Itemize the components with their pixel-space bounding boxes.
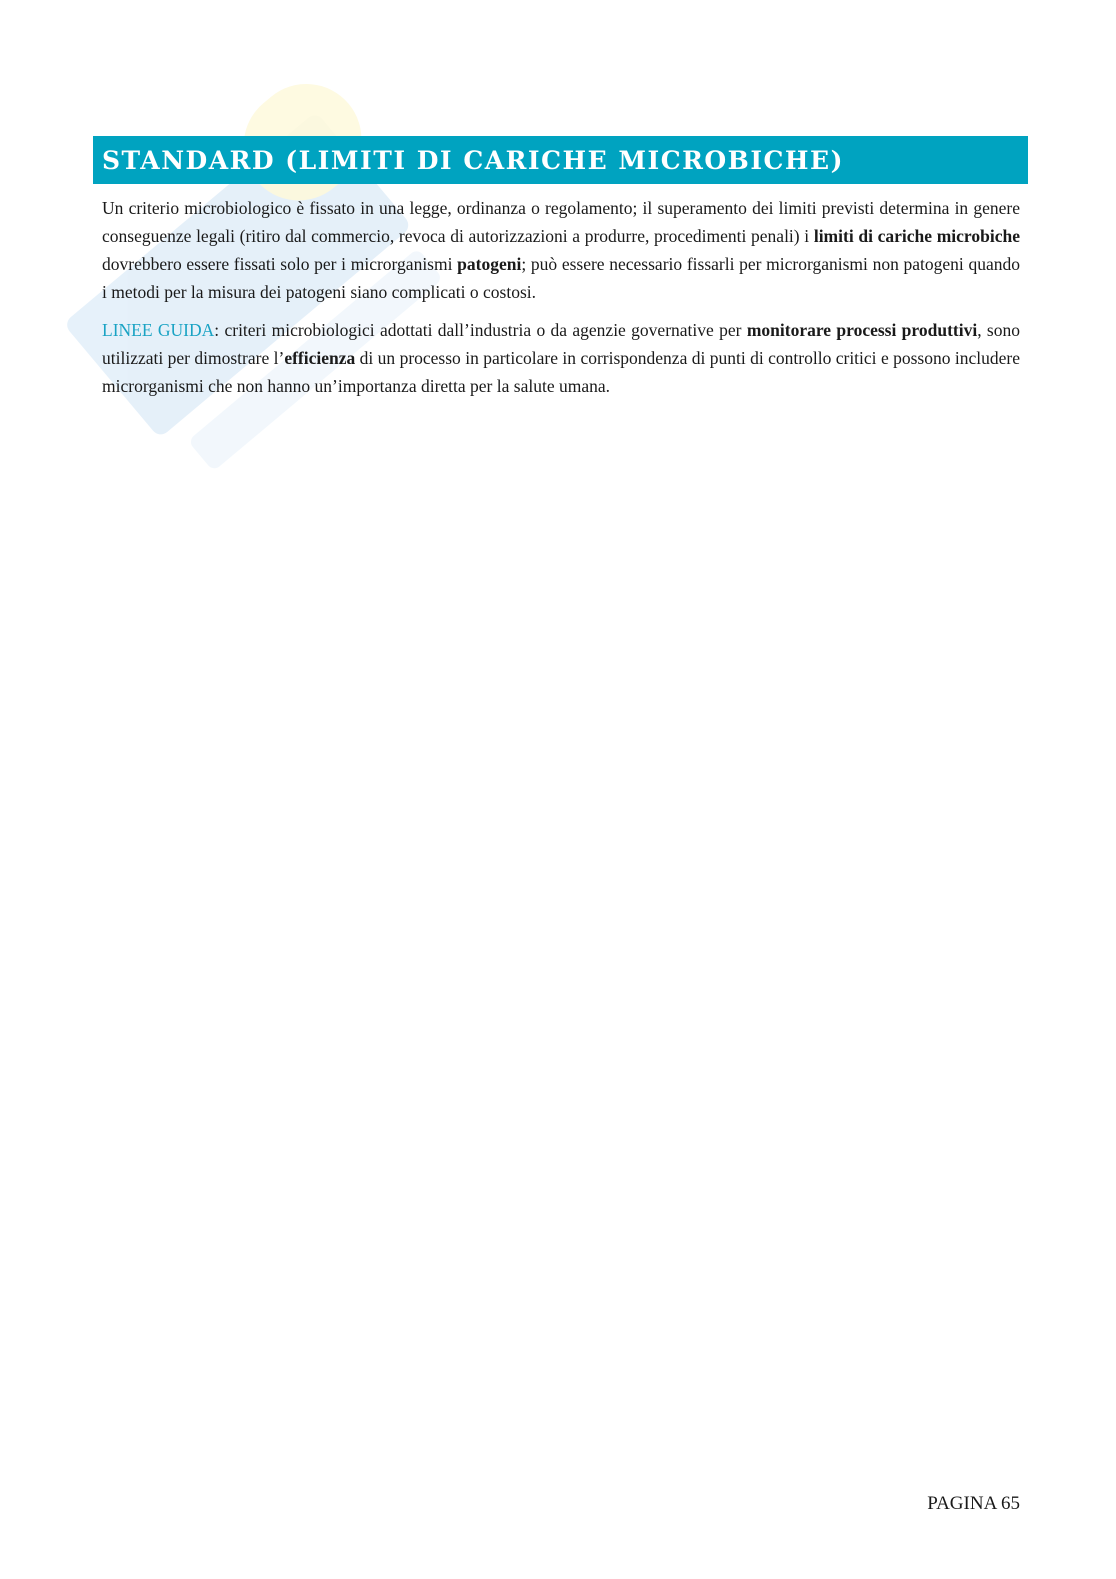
accent-term-linee-guida: LINEE GUIDA	[102, 320, 215, 340]
section-title: STANDARD (LIMITI DI CARICHE MICROBICHE)	[102, 145, 844, 175]
document-body	[102, 194, 1020, 410]
bold-term-limiti: limiti di cariche microbiche	[813, 226, 1020, 246]
page-number: PAGINA 65	[927, 1493, 1020, 1514]
paragraph-standard	[102, 194, 1020, 306]
paragraph-text: di un processo in particolare in corrispondenza di punti di controllo critici e possono includere microrganismi che non hanno un’importanza diretta per la salute umana.	[102, 348, 1020, 396]
paragraph-text: : criteri microbiologici adottati dall’industria o da agenzie governative per	[214, 320, 747, 340]
bold-term-patogeni: patogeni	[457, 254, 522, 274]
paragraph-text: dovrebbero essere fissati solo per i microrganismi	[102, 254, 458, 274]
paragraph-linee-guida	[102, 316, 1020, 400]
paragraph-text: ; può essere necessario fissarli per microrganismi non patogeni quando i metodi per la misura dei patogeni siano complicati o costosi.	[102, 254, 1020, 302]
paragraph-text: Un criterio microbiologico è fissato in una legge, ordinanza o regolamento; il superamento dei limiti previsti determina in genere conseguenze legali (ritiro dal commercio, revoca di autorizzazioni a produrre, procedimenti penali) i	[102, 198, 1020, 246]
bold-term-monitorare: monitorare processi produttivi	[746, 320, 978, 340]
paragraph-text: , sono utilizzati per dimostrare l’	[102, 320, 1020, 368]
section-heading-bar	[93, 136, 1028, 184]
bold-term-efficienza: efficienza	[284, 348, 356, 368]
